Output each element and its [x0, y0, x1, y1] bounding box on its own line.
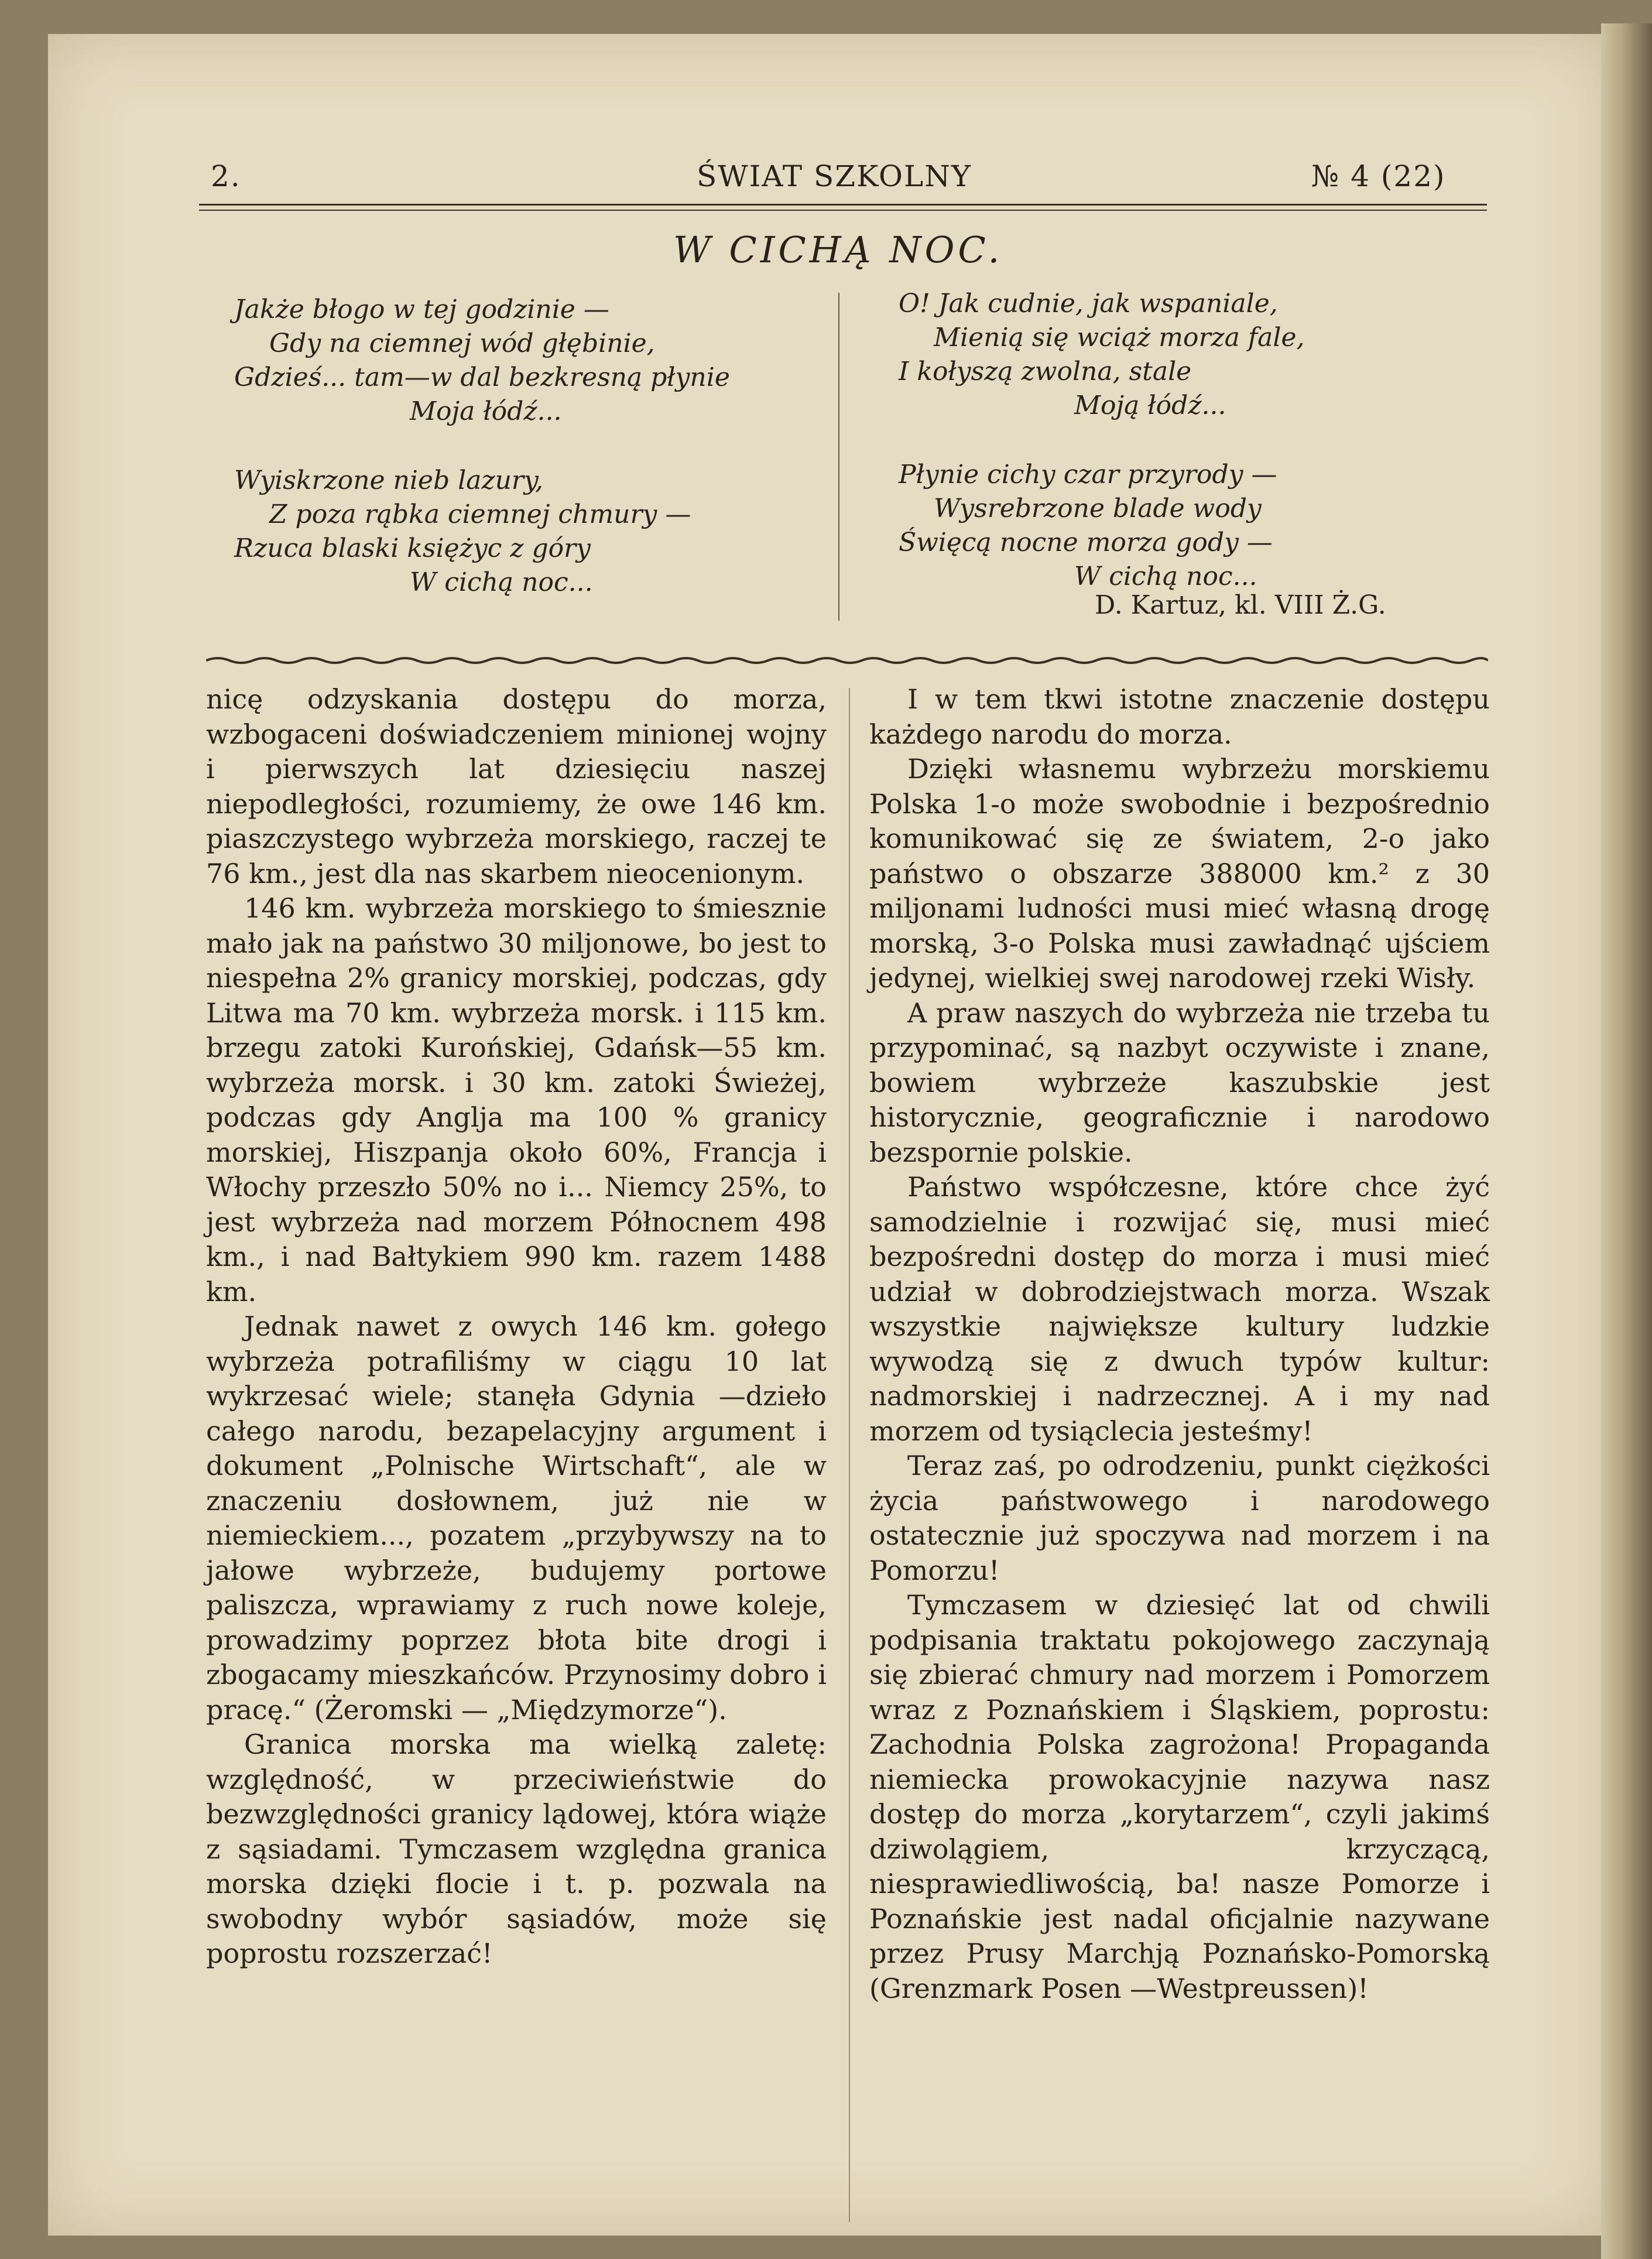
poem-line: Wyiskrzone nieb lazury, [234, 466, 543, 495]
article-left-column [206, 682, 827, 1972]
article-column-divider [849, 688, 850, 2222]
poem-line: Gdzieś... tam—w dal bezkresną płynie [234, 362, 730, 392]
article-paragraph: A praw naszych do wybrzeża nie trzeba tu przypominać, są nazbyt oczywiste i znane, bowiem wybrzeże kaszubskie jest historycznie, geograficznie i narodowo bezspornie polskie. [869, 997, 1490, 1168]
poem-line: I kołyszą zwolna, stale [899, 357, 1192, 386]
poem-right-column [899, 287, 1484, 594]
poem-column-divider [838, 293, 839, 621]
poem-line: W cichą noc... [1074, 562, 1257, 591]
header-rule [199, 204, 1487, 206]
poem-line: Święcą nocne morza gody — [899, 528, 1273, 557]
poem-line: Płynie cichy czar przyrody — [899, 460, 1277, 490]
poem-line: Z poza rąbka ciemnej chmury — [269, 499, 691, 529]
article-paragraph: Granica morska ma wielką zaletę: względność, w przeciwieństwie do bezwzględności granicy lądowej, która wiąże z sąsiadami. Tymczasem względna granica morska dzięki flocie i t. p. pozwala na swobodny wybór sąsiadów, może się poprostu rozszerzać! [206, 1729, 827, 1969]
article-paragraph: Dzięki własnemu wybrzeżu morskiemu Polska 1-o może swobodnie i bezpośrednio komunikować się ze światem, 2-o jako państwo o obszarze 388000 km.² z 30 miljonami ludności musi mieć własną drogę morską, 3-o Polska musi zawładnąć ujściem jedynej, wielkiej swej narodowej rzeki Wisły. [869, 753, 1490, 994]
poem-title: W CICHĄ NOC. [673, 228, 1003, 271]
poem-line: O! Jak cudnie, jak wspaniale, [899, 289, 1278, 319]
article-paragraph: nicę odzyskania dostępu do morza, wzbogaceni doświadczeniem minionej wojny i pierwszych lat dziesięciu naszej niepodległości, rozumiemy, że owe 146 km. piaszczystego wybrzeża morskiego, raczej te 76 km., jest dla nas skarbem nieocenionym. [206, 683, 827, 889]
poem-author-signature: D. Kartuz, kl. VIII Ż.G. [1095, 590, 1386, 620]
poem-line: Wysrebrzone blade wody [934, 494, 1262, 523]
article-paragraph: I w tem tkwi istotne znaczenie dostępu każdego narodu do morza. [869, 683, 1490, 750]
poem-line: Gdy na ciemnej wód głębinie, [269, 328, 655, 358]
binding-edge [1601, 23, 1652, 2259]
section-divider-ornament [206, 655, 1488, 666]
article-paragraph: Teraz zaś, po odrodzeniu, punkt ciężkości życia państwowego i narodowego ostatecznie już spoczywa nad morzem i na Pomorzu! [869, 1450, 1490, 1586]
article-right-column [869, 682, 1490, 2006]
poem-left-column [234, 293, 820, 600]
running-header [199, 148, 1487, 206]
page-number: 2. [211, 159, 241, 193]
poem-line: Jakże błogo w tej godzinie — [234, 295, 609, 324]
article-paragraph: Państwo współczesne, które chce żyć samodzielnie i rozwijać się, musi mieć bezpośredni dostęp do morza i musi mieć udział w dobrodziejstwach morza. Wszak wszystkie największe kultury ludzkie wywodzą się z dwuch typów kultur: nadmorskiej i nadrzecznej. A i my nad morzem od tysiąclecia jesteśmy! [869, 1171, 1490, 1447]
article-paragraph: Jednak nawet z owych 146 km. gołego wybrzeża potrafiliśmy w ciągu 10 lat wykrzesać wiele; stanęła Gdynia —dzieło całego narodu, bezapelacyjny argument i dokument „Polnische Wirtschaft“, ale w znaczeniu dosłownem, już nie w niemieckiem..., pozatem „przybywszy na to jałowe wybrzeże, budujemy portowe paliszcza, wprawiamy z ruch nowe koleje, prowadzimy poprzez błota bite drogi i zbogacamy mieszkańców. Przynosimy dobro i pracę.“ (Żeromski — „Międzymorze“). [206, 1310, 827, 1726]
issue-number: № 4 (22) [1311, 159, 1446, 193]
poem-line: Mienią się wciąż morza fale, [934, 323, 1305, 352]
header-rule-secondary [199, 210, 1487, 211]
poem-line: Rzuca blaski księżyc z góry [234, 533, 591, 563]
article-paragraph: Tymczasem w dziesięć lat od chwili podpisania traktatu pokojowego zaczynają się zbierać chmury nad morzem i Pomorzem wraz z Poznańskiem i Śląskiem, poprostu: Zachodnia Polska zagrożona! Propaganda niemiecka prowokacyjnie nazywa nasz dostęp do morza „korytarzem“, czyli jakimś dziwolągiem, krzyczącą, niesprawiedliwością, ba! nasze Pomorze i Poznańskie jest nadal oficjalnie nazywane przez Prusy Marchją Poznańsko-Pomorską (Grenzmark Posen —Westpreussen)! [869, 1589, 1490, 2004]
poem-line: Moją łódź... [1074, 391, 1226, 420]
publication-title: ŚWIAT SZKOLNY [697, 159, 972, 193]
poem-line: Moja łódź... [410, 396, 562, 426]
article-paragraph: 146 km. wybrzeża morskiego to śmiesznie mało jak na państwo 30 miljonowe, bo jest to niespełna 2% granicy morskiej, podczas, gdy Litwa ma 70 km. wybrzeża morsk. i 115 km. brzegu zatoki Kurońskiej, Gdańsk—55 km. wybrzeża morsk. i 30 km. zatoki Świeżej, podczas gdy Anglja ma 100 % granicy morskiej, Hiszpanja około 60%, Francja i Włochy przeszło 50% no i... Niemcy 25%, to jest wybrzeża nad morzem Północnem 498 km., i nad Bałtykiem 990 km. razem 1488 km. [206, 892, 827, 1308]
poem-line: W cichą noc... [410, 567, 593, 597]
